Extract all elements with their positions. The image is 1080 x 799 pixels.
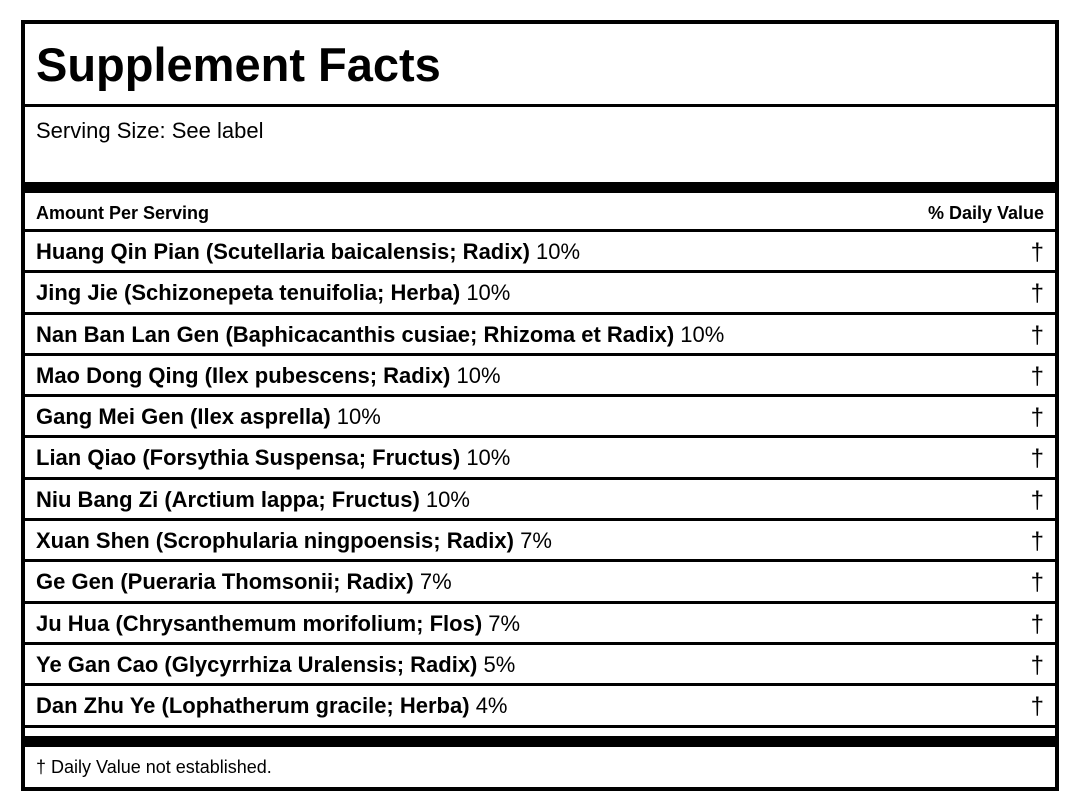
- ingredient-text: [36, 692, 507, 720]
- ingredient-amount: 7%: [520, 528, 552, 554]
- ingredient-amount: 5%: [483, 651, 516, 677]
- ingredient-row: [25, 477, 1055, 518]
- daily-value-dagger: †: [1030, 280, 1044, 308]
- ingredient-amount: 10%: [466, 445, 511, 471]
- ingredient-amount: 10%: [336, 404, 381, 430]
- ingredient-name: Xuan Shen (Scrophularia ningpoensis; Radix): [36, 528, 514, 554]
- ingredient-text: [36, 527, 552, 555]
- last-row-divider: [25, 725, 1055, 728]
- ingredient-text: [36, 444, 510, 472]
- ingredient-amount: 7%: [419, 569, 452, 595]
- daily-value-dagger: †: [1030, 445, 1044, 473]
- ingredient-row: [25, 353, 1055, 394]
- ingredient-name: Huang Qin Pian (Scutellaria baicalensis; Radix): [36, 239, 530, 264]
- ingredient-amount: 10%: [536, 239, 581, 264]
- daily-value-dagger: †: [1030, 528, 1044, 556]
- ingredient-text: [36, 651, 515, 679]
- ingredient-text: [36, 279, 510, 307]
- ingredient-amount: 10%: [456, 362, 501, 388]
- page-title: Supplement Facts: [36, 38, 441, 91]
- ingredient-text: [36, 321, 724, 349]
- serving-size: Serving Size: See label: [36, 118, 264, 143]
- ingredient-row: [25, 559, 1055, 600]
- daily-value-dagger: †: [1030, 321, 1044, 349]
- supplement-facts-panel: [21, 20, 1059, 791]
- ingredient-name: Ye Gan Cao (Glycyrrhiza Uralensis; Radix): [36, 651, 478, 677]
- ingredient-row: [25, 229, 1055, 270]
- amount-header-row: [25, 196, 1055, 230]
- ingredient-row: [25, 270, 1055, 311]
- ingredient-row: [25, 435, 1055, 476]
- footnote: † Daily Value not established.: [36, 757, 272, 777]
- ingredient-text: [36, 403, 381, 431]
- ingredient-text: [36, 238, 580, 266]
- ingredient-name: Nan Ban Lan Gen (Baphicacanthis cusiae; Rhizoma et Radix): [36, 321, 675, 347]
- ingredient-name: Jing Jie (Schizonepeta tenuifolia; Herba): [36, 280, 461, 306]
- ingredient-name: Niu Bang Zi (Arctium lappa; Fructus): [36, 486, 420, 512]
- daily-value-dagger: †: [1030, 569, 1044, 597]
- thick-divider-top: [25, 182, 1055, 193]
- ingredient-list: [25, 229, 1055, 728]
- ingredient-amount: 7%: [488, 610, 521, 636]
- ingredient-row: [25, 518, 1055, 559]
- thick-divider-bottom: [25, 736, 1055, 747]
- daily-value-dagger: †: [1030, 651, 1044, 679]
- ingredient-amount: 10%: [425, 486, 470, 512]
- daily-value-dagger: †: [1030, 486, 1044, 514]
- ingredient-name: Ju Hua (Chrysanthemum morifolium; Flos): [36, 610, 483, 636]
- ingredient-row: [25, 642, 1055, 683]
- title-divider: [25, 104, 1055, 107]
- daily-value-dagger: †: [1030, 239, 1044, 266]
- ingredient-row: [25, 601, 1055, 642]
- daily-value-dagger: †: [1030, 610, 1044, 638]
- daily-value-dagger: †: [1030, 693, 1044, 721]
- ingredient-amount: 4%: [475, 693, 508, 719]
- amount-per-serving-label: Amount Per Serving: [36, 203, 210, 223]
- ingredient-text: [36, 568, 452, 596]
- ingredient-text: [36, 610, 520, 638]
- ingredient-row: [25, 683, 1055, 724]
- ingredient-name: Dan Zhu Ye (Lophatherum gracile; Herba): [36, 693, 470, 719]
- daily-value-label: % Daily Value: [927, 203, 1044, 223]
- ingredient-text: [36, 362, 501, 390]
- ingredient-amount: 10%: [466, 280, 511, 306]
- daily-value-dagger: †: [1030, 404, 1044, 432]
- ingredient-amount: 10%: [680, 321, 725, 347]
- ingredient-row: [25, 394, 1055, 435]
- title-area: [25, 24, 1055, 105]
- ingredient-name: Lian Qiao (Forsythia Suspensa; Fructus): [36, 445, 461, 471]
- ingredient-row: [25, 312, 1055, 353]
- ingredient-name: Mao Dong Qing (Ilex pubescens; Radix): [36, 362, 451, 388]
- daily-value-dagger: †: [1030, 362, 1044, 390]
- ingredient-name: Ge Gen (Pueraria Thomsonii; Radix): [36, 569, 414, 595]
- ingredient-name: Gang Mei Gen (Ilex asprella): [36, 404, 331, 430]
- ingredient-text: [36, 486, 470, 514]
